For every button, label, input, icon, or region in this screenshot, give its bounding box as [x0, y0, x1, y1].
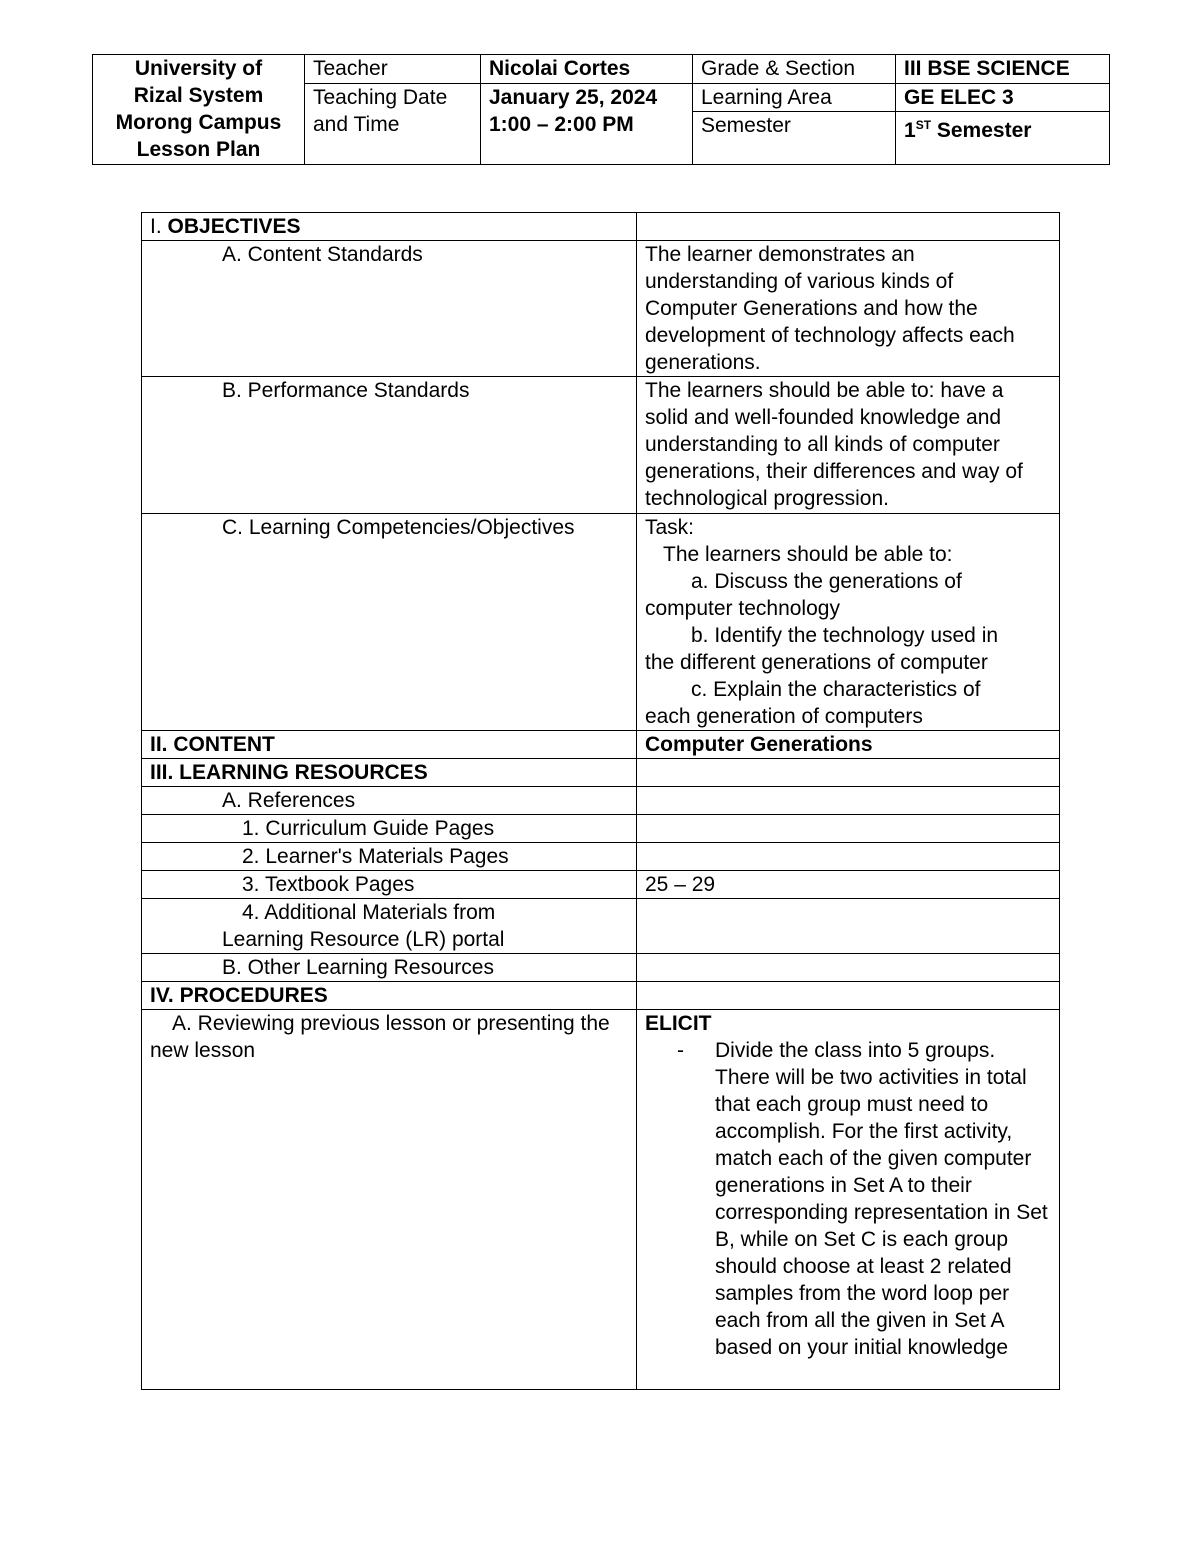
performance-standards-label: B. Performance Standards	[142, 377, 637, 514]
teaching-date-label: Teaching Date and Time	[305, 84, 481, 165]
learners-materials-value	[637, 843, 1060, 871]
learners-materials-label: 2. Learner's Materials Pages	[142, 843, 637, 871]
content-heading: II. CONTENT	[142, 731, 637, 759]
objectives-title: OBJECTIVES	[167, 215, 301, 238]
curriculum-guide-value	[637, 815, 1060, 843]
lesson-plan-header-table	[92, 54, 1110, 165]
semester-ordinal: ST	[915, 118, 932, 132]
task-c-line-1: c. Explain the characteristics of	[691, 678, 981, 701]
learning-area-label: Learning Area	[693, 84, 896, 112]
elicit-list-item: - Divide the class into 5 groups. There will be two activities in total that each group must need to accomplish. For the first activity, match each of the given computer generations in Set A to their corresponding representation in Set B, while on Set C is each group should choose at least 2 related samples from the word loop per each from all the given in Set A based on your initial knowledge	[715, 1037, 1051, 1361]
task-a-line-1: a. Discuss the generations of	[691, 570, 962, 593]
task-c-line-2: each generation of computers	[645, 705, 923, 728]
competencies-value	[637, 514, 1060, 731]
objectives-numeral: I.	[150, 215, 168, 238]
teacher-label: Teacher	[305, 55, 481, 84]
task-label: Task:	[645, 516, 695, 539]
task-b-line-1: b. Identify the technology used in	[691, 624, 999, 647]
competencies-label: C. Learning Competencies/Objectives	[142, 514, 637, 731]
textbook-pages-value: 25 – 29	[637, 871, 1060, 899]
semester-label: Semester	[693, 112, 896, 165]
grade-section-label: Grade & Section	[693, 55, 896, 84]
semester-word: Semester	[931, 119, 1032, 142]
elicit-list	[645, 1037, 1051, 1361]
teaching-date-cell	[481, 84, 693, 165]
institution-cell	[93, 55, 305, 165]
task-intro: The learners should be able to:	[663, 543, 953, 566]
teacher-value: Nicolai Cortes	[481, 55, 693, 84]
content-value: Computer Generations	[637, 731, 1060, 759]
objectives-heading	[142, 213, 637, 241]
objectives-heading-empty	[637, 213, 1060, 241]
lesson-plan-table	[141, 212, 1060, 1390]
semester-number: 1	[904, 119, 916, 142]
institution-line-4: Lesson Plan	[136, 138, 261, 161]
learning-resources-empty	[637, 759, 1060, 787]
procedures-empty	[637, 982, 1060, 1010]
teaching-date-value: January 25, 2024	[489, 86, 658, 109]
institution-line-3: Morong Campus	[115, 111, 282, 134]
learning-resources-heading: III. LEARNING RESOURCES	[142, 759, 637, 787]
performance-standards-value: The learners should be able to: have a solid and well-founded knowledge and understanding to all kinds of computer generations, their differences and way of technological progression.	[637, 377, 1060, 514]
reviewing-lesson-label: A. Reviewing previous lesson or presenting the new lesson	[142, 1010, 637, 1390]
content-standards-label: A. Content Standards	[142, 241, 637, 377]
semester-value	[896, 112, 1110, 165]
task-a-line-2: computer technology	[645, 597, 840, 620]
elicit-cell	[637, 1010, 1060, 1390]
teaching-time-value: 1:00 – 2:00 PM	[489, 113, 634, 136]
additional-materials-value	[637, 899, 1060, 954]
additional-materials-label	[142, 899, 637, 954]
additional-materials-line-1: 4. Additional Materials from	[242, 901, 496, 924]
grade-section-value: III BSE SCIENCE	[896, 55, 1110, 84]
other-resources-value	[637, 954, 1060, 982]
other-resources-label: B. Other Learning Resources	[142, 954, 637, 982]
institution-line-2: Rizal System	[133, 84, 264, 107]
procedures-heading: IV. PROCEDURES	[142, 982, 637, 1010]
learning-area-value: GE ELEC 3	[896, 84, 1110, 112]
textbook-pages-label: 3. Textbook Pages	[142, 871, 637, 899]
references-value	[637, 787, 1060, 815]
institution-line-1: University of	[134, 57, 263, 80]
curriculum-guide-label: 1. Curriculum Guide Pages	[142, 815, 637, 843]
additional-materials-line-2: Learning Resource (LR) portal	[222, 928, 505, 951]
task-b-line-2: the different generations of computer	[645, 651, 988, 674]
references-label: A. References	[142, 787, 637, 815]
elicit-heading: ELICIT	[645, 1012, 712, 1035]
content-standards-value: The learner demonstrates an understanding of various kinds of Computer Generations and how the development of technology affects each generations.	[637, 241, 1060, 377]
